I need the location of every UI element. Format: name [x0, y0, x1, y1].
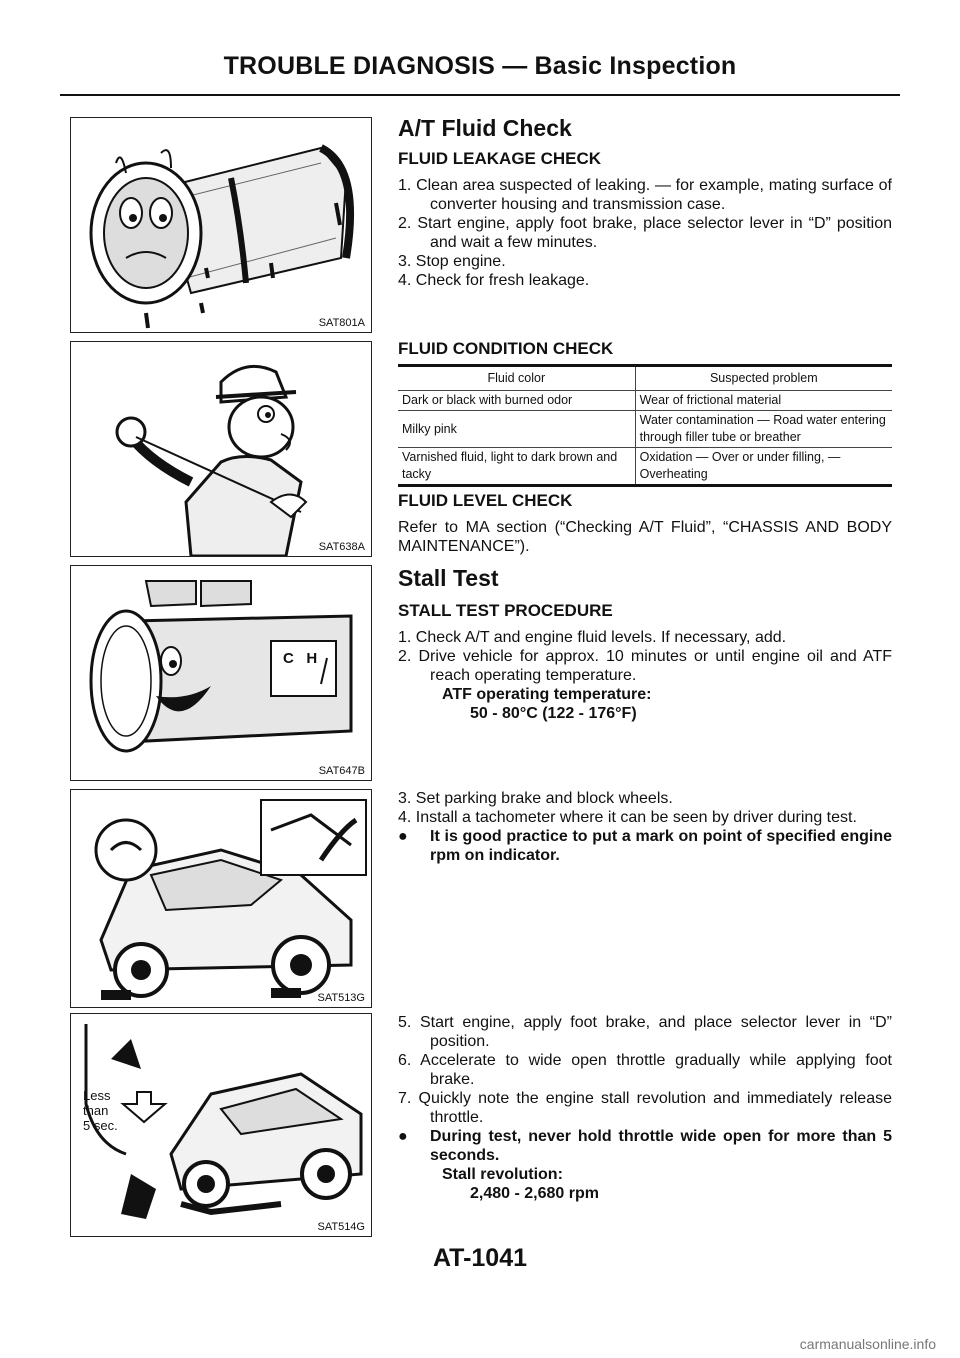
- column-header: Fluid color: [487, 371, 546, 385]
- table-row: [398, 411, 892, 448]
- section-title: A/T Fluid Check: [398, 115, 572, 141]
- step: 1. Clean area suspected of leaking. — for example, mating surface of converter housing and transmission case.: [398, 177, 892, 213]
- stall-steps-first: [398, 628, 892, 685]
- page-header-title: TROUBLE DIAGNOSIS — Basic Inspection: [223, 52, 737, 80]
- page-number: AT-1041: [432, 1244, 528, 1272]
- step: 3. Set parking brake and block wheels.: [398, 790, 673, 807]
- transmission-illustration: [71, 118, 371, 332]
- table-cell: Varnished fluid, light to dark brown and tacky: [402, 450, 618, 481]
- spec-value: 2,480 - 2,680 rpm: [470, 1185, 599, 1202]
- spec-label: Stall revolution:: [442, 1166, 563, 1183]
- bullet-text: During test, never hold throttle wide open for more than 5 seconds.: [430, 1128, 892, 1164]
- column-header: Suspected problem: [635, 366, 892, 391]
- table-cell: Water contamination — Road water entering through filler tube or breather: [635, 411, 892, 448]
- figure-code: SAT514G: [317, 1221, 365, 1233]
- table-cell: Oxidation — Over or under filling, — Overheating: [635, 448, 892, 486]
- bullet-icon: ●: [398, 1128, 408, 1145]
- fluid-level-section: [398, 490, 892, 556]
- table-row: [398, 448, 892, 486]
- figure-fluid-condition: [70, 341, 372, 557]
- step: 1. Check A/T and engine fluid levels. If necessary, add.: [398, 629, 787, 646]
- step: 2. Start engine, apply foot brake, place selector lever in “D” position and wait a few minutes.: [398, 215, 892, 251]
- fluid-condition-section: [398, 338, 892, 360]
- watermark: carmanualsonline.info: [799, 1336, 936, 1352]
- section-title: Stall Test: [398, 565, 499, 591]
- step: 6. Accelerate to wide open throttle gradually while applying foot brake.: [398, 1052, 892, 1088]
- fluid-condition-table: [398, 364, 892, 487]
- figure-code: SAT801A: [318, 317, 365, 329]
- step: 4. Check for fresh leakage.: [398, 272, 590, 289]
- table-header-row: [398, 366, 892, 391]
- table-cell: Wear of frictional material: [635, 391, 892, 411]
- subsection-title: FLUID LEVEL CHECK: [398, 491, 573, 510]
- caution-bullet: [398, 1127, 892, 1165]
- table-cell: Dark or black with burned odor: [402, 393, 573, 407]
- figure-transmission-leak: [70, 117, 372, 333]
- figure-tachometer-install: [70, 789, 372, 1008]
- stall-test-section: [398, 564, 892, 723]
- note-line: 5 sec.: [83, 1118, 118, 1133]
- table-row: [398, 391, 892, 411]
- step: 2. Drive vehicle for approx. 10 minutes or until engine oil and ATF reach operating temperature.: [398, 648, 892, 684]
- step: 7. Quickly note the engine stall revolution and immediately release throttle.: [398, 1090, 892, 1126]
- mechanic-dipstick-illustration: [71, 342, 371, 556]
- gauge-label: C H: [283, 650, 318, 667]
- spec-label: ATF operating temperature:: [442, 686, 652, 703]
- figure-code: SAT647B: [318, 765, 365, 777]
- subsection-title: STALL TEST PROCEDURE: [398, 601, 613, 620]
- subsection-title: FLUID CONDITION CHECK: [398, 339, 614, 358]
- figure-stall-test: [70, 1013, 372, 1237]
- fluid-level-text: Refer to MA section (“Checking A/T Fluid”, “CHASSIS AND BODY MAINTENANCE”).: [398, 519, 892, 555]
- bullet-icon: ●: [398, 828, 408, 845]
- step: 4. Install a tachometer where it can be seen by driver during test.: [398, 809, 857, 826]
- fluid-leakage-section: [398, 114, 892, 290]
- subsection-title: FLUID LEAKAGE CHECK: [398, 149, 602, 168]
- note-line: Less: [83, 1088, 111, 1103]
- table-cell: Milky pink: [402, 421, 457, 436]
- time-limit-note: [83, 1088, 118, 1133]
- figure-code: SAT638A: [318, 541, 365, 553]
- figure-code: SAT513G: [317, 992, 365, 1004]
- note-line: than: [83, 1103, 109, 1118]
- figure-operating-temperature: [70, 565, 372, 781]
- stall-steps-second: [398, 789, 892, 827]
- stall-test-execution: [398, 1013, 892, 1203]
- step: 5. Start engine, apply foot brake, and place selector lever in “D” position.: [398, 1014, 892, 1050]
- stall-test-preparation: [398, 789, 892, 865]
- bullet-text: It is good practice to put a mark on point of specified engine rpm on indicator.: [430, 828, 892, 864]
- leakage-steps: [398, 176, 892, 290]
- spec-value: 50 - 80°C (122 - 176°F): [470, 705, 637, 722]
- note-bullet: [398, 827, 892, 865]
- header-rule: [60, 94, 900, 96]
- transmission-gauge-illustration: [71, 566, 371, 780]
- stall-steps-third: [398, 1013, 892, 1127]
- step: 3. Stop engine.: [398, 253, 506, 270]
- car-tachometer-illustration: [71, 790, 371, 1007]
